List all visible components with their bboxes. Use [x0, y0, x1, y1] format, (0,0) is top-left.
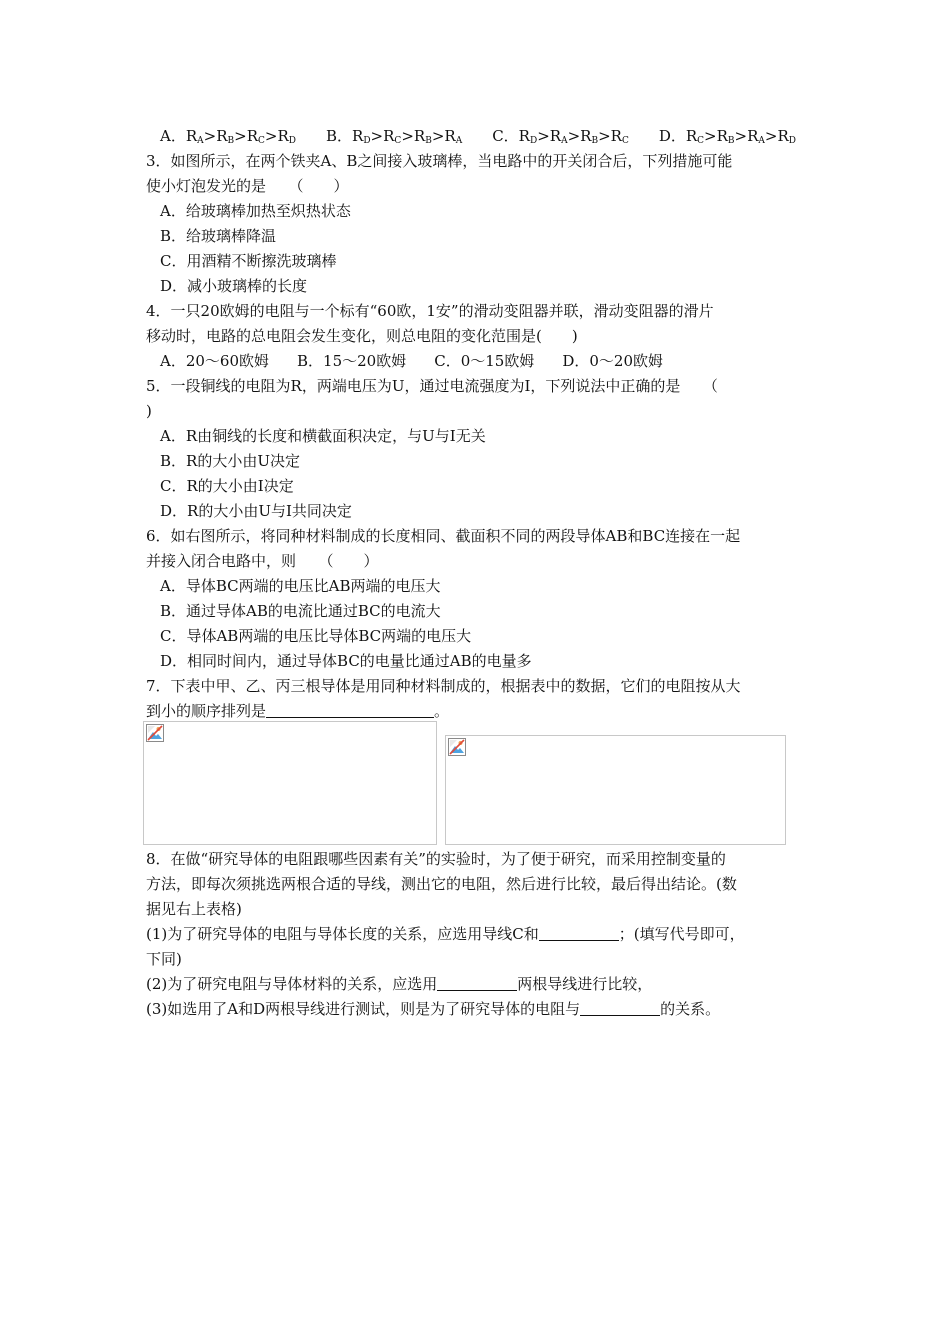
q8-part2-blank[interactable]: [437, 976, 517, 991]
q3-option-b: B．给玻璃棒降温: [160, 227, 277, 245]
q6-stem-line1: 6．如右图所示，将同种材料制成的长度相同、截面积不同的两段导体AB和BC连接在一起: [146, 527, 741, 545]
q5-stem-line1: 5．一段铜线的电阻为R，两端电压为U，通过电流强度为I，下列说法中正确的是 （: [146, 377, 718, 395]
q8-part2: (2)为了研究电阻与导体材料的关系，应选用 两根导线进行比较，: [146, 975, 653, 993]
broken-image-icon: [448, 738, 466, 756]
q4-option-c: C．0～15欧姆: [434, 352, 535, 370]
q6-option-d: D．相同时间内，通过导体BC的电量比通过AB的电量多: [160, 652, 532, 670]
q8-stem-line3: 据见右上表格): [146, 900, 242, 918]
q5-option-c: C．R的大小由I决定: [160, 477, 294, 495]
q7-stem-line1: 7．下表中甲、乙、丙三根导体是用同种材料制成的，根据表中的数据，它们的电阻按从大: [146, 677, 741, 695]
q8-part1: (1)为了研究导体的电阻与导体长度的关系，应选用导线C和 ；(填写代号即可，: [146, 925, 745, 943]
q4-options-row: [160, 351, 663, 371]
q8-part1-line2: 下同): [146, 950, 182, 968]
q4-option-b: B．15～20欧姆: [297, 352, 407, 370]
q2-option-c: C．$R_D>R_A>R_B>R_C$: [492, 127, 629, 146]
q6-option-c: C．导体AB两端的电压比导体BC两端的电压大: [160, 627, 472, 645]
q2-option-a: A．$R_A>R_B>R_C>R_D$: [160, 127, 296, 146]
q5-option-d: D．R的大小由U与I共同决定: [160, 502, 352, 520]
q3-option-c: C．用酒精不断擦洗玻璃棒: [160, 252, 337, 270]
q5-option-a: A．R由铜线的长度和横截面积决定，与U与I无关: [160, 427, 486, 445]
q2-options-row: [160, 126, 796, 146]
q6-stem-line2: 并接入闭合电路中，则 （ ）: [146, 552, 379, 570]
q5-option-b: B．R的大小由U决定: [160, 452, 300, 470]
q8-part3: (3)如选用了A和D两根导线进行测试，则是为了研究导体的电阻与 的关系。: [146, 1000, 721, 1018]
q4-stem-line2: 移动时，电路的总电阻会发生变化，则总电阻的变化范围是( ): [146, 327, 578, 345]
q2-option-d: D．$R_C>R_B>R_A>R_D$: [658, 127, 797, 146]
q7-stem-line2: 到小的顺序排列是 。: [146, 702, 450, 720]
q4-option-d: D．0～20欧姆: [562, 352, 663, 370]
q7-answer-blank[interactable]: [266, 703, 434, 718]
q6-option-b: B．通过导体AB的电流比通过BC的电流大: [160, 602, 441, 620]
q8-part1-blank[interactable]: [539, 926, 619, 941]
q8-stem-line1: 8．在做“研究导体的电阻跟哪些因素有关”的实验时，为了便于研究，而采用控制变量的: [146, 850, 726, 868]
wire-data-table-image: [445, 735, 786, 845]
q3-option-d: D．减小玻璃棒的长度: [160, 277, 308, 295]
q3-option-a: A．给玻璃棒加热至炽热状态: [160, 202, 351, 220]
q3-stem-line1: 3．如图所示，在两个铁夹A、B之间接入玻璃棒，当电路中的开关闭合后，下列措施可能: [146, 152, 733, 170]
q4-option-a: A．20～60欧姆: [160, 352, 270, 370]
resistance-table-image: [143, 721, 437, 845]
q8-part3-blank[interactable]: [580, 1001, 660, 1016]
q5-stem-line2: ): [146, 402, 152, 420]
q8-stem-line2: 方法，即每次须挑选两根合适的导线，测出它的电阻，然后进行比较，最后得出结论。(数: [146, 875, 737, 893]
q6-option-a: A．导体BC两端的电压比AB两端的电压大: [160, 577, 441, 595]
broken-image-icon: [146, 724, 164, 742]
q3-stem-line2: 使小灯泡发光的是 （ ）: [146, 177, 349, 195]
q2-option-b: B．$R_D>R_C>R_B>R_A$: [326, 127, 463, 146]
q4-stem-line1: 4．一只20欧姆的电阻与一个标有“60欧，1安”的滑动变阻器并联，滑动变阻器的滑片: [146, 302, 714, 320]
